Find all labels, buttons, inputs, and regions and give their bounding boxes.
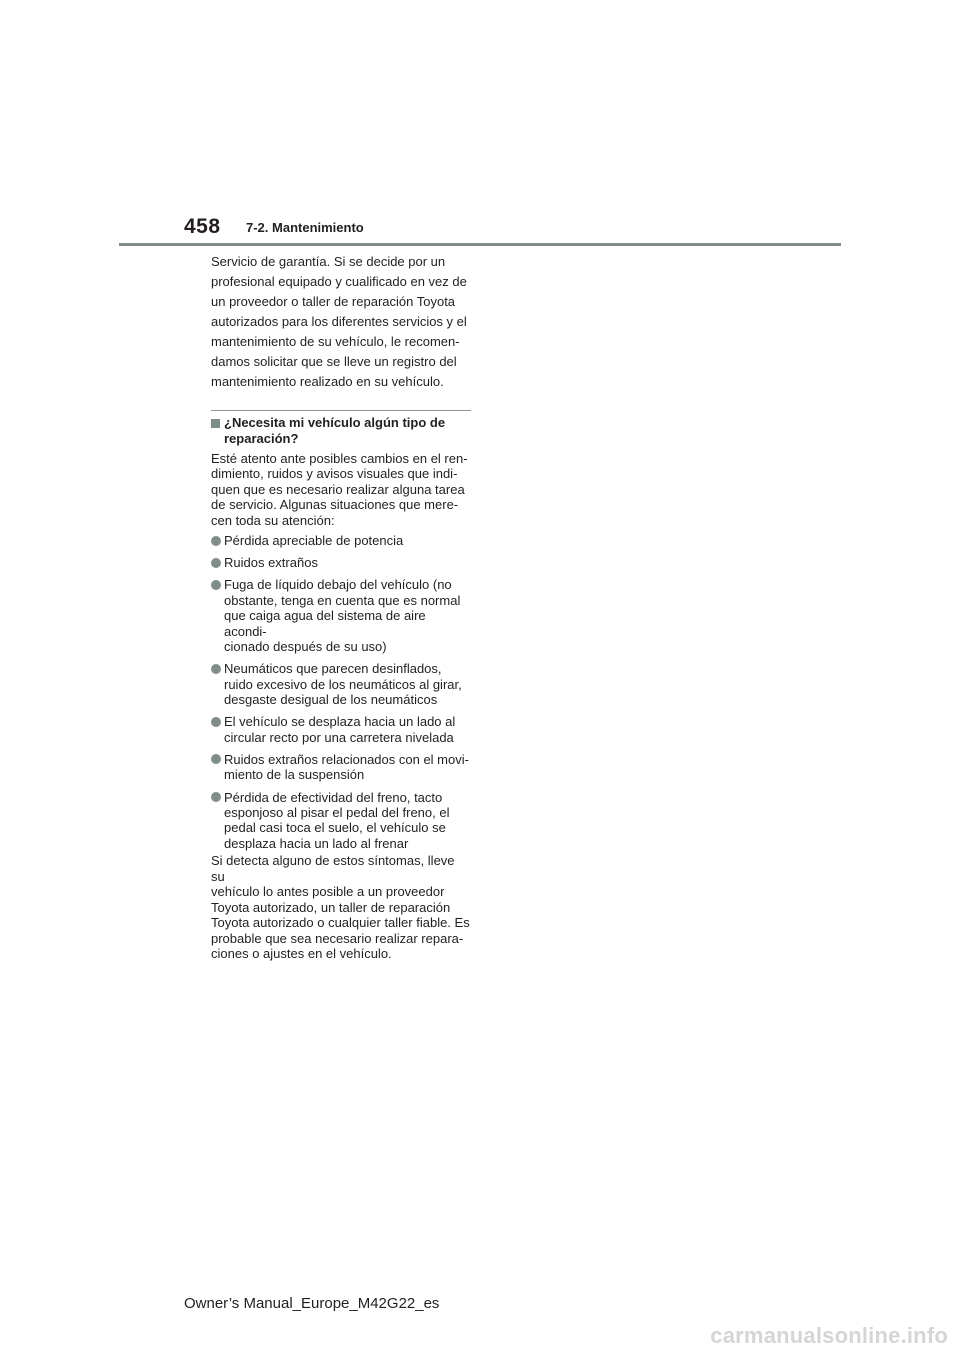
- closing-paragraph: Si detecta alguno de estos síntomas, lleve su vehículo lo antes posible a un proveedor Toyota autorizado, un taller de reparación Toyota autorizado o cualquier taller fiable. Es probable que sea necesario realizar repara- ciones o ajustes en el vehículo.: [211, 852, 470, 962]
- intro-line: mantenimiento realizado en su vehículo.: [211, 374, 444, 389]
- circle-bullet-icon: [211, 792, 221, 802]
- circle-bullet-icon: [211, 558, 221, 568]
- square-bullet-icon: [211, 419, 220, 428]
- list-item-text: Fuga de líquido debajo del vehículo (no obstante, tenga en cuenta que es normal que caiga agua del sistema de aire acondi- cionado después de su uso): [224, 577, 461, 655]
- list-item-text: Neumáticos que parecen desinflados, ruido excesivo de los neumáticos al girar, desgaste desigual de los neumáticos: [224, 661, 462, 708]
- page-number: 458: [184, 215, 221, 238]
- repair-section: [211, 410, 471, 962]
- intro-line: profesional equipado y cualificado en vez de: [211, 274, 467, 289]
- list-item: [211, 555, 471, 570]
- circle-bullet-icon: [211, 536, 221, 546]
- section-paragraph: Esté atento ante posibles cambios en el ren- dimiento, ruidos y avisos visuales que indi- quen que es necesario realizar alguna tarea de servicio. Algunas situaciones que mere- cen toda su atención:: [211, 451, 468, 528]
- intro-line: un proveedor o taller de reparación Toyota: [211, 294, 456, 309]
- circle-bullet-icon: [211, 580, 221, 590]
- list-item-text: Pérdida de efectividad del freno, tacto esponjoso al pisar el pedal del freno, el pedal casi toca el suelo, el vehículo se desplaza hacia un lado al frenar: [224, 789, 450, 851]
- list-item-text: Ruidos extraños: [224, 555, 318, 571]
- list-item: [211, 790, 471, 852]
- list-item-text: Ruidos extraños relacionados con el movi- miento de la suspensión: [224, 751, 469, 783]
- section-heading-text: ¿Necesita mi vehículo algún tipo de reparación?: [224, 415, 446, 446]
- page-content: [211, 252, 471, 962]
- intro-line: Servicio de garantía. Si se decide por un: [211, 254, 446, 269]
- list-item-text: Pérdida apreciable de potencia: [224, 533, 404, 549]
- circle-bullet-icon: [211, 754, 221, 764]
- symptom-list: [211, 533, 471, 851]
- section-heading: [211, 415, 471, 447]
- list-item: [211, 752, 471, 783]
- list-item: [211, 661, 471, 707]
- list-item-text: El vehículo se desplaza hacia un lado al circular recto por una carretera nivelada: [224, 714, 456, 745]
- circle-bullet-icon: [211, 664, 221, 674]
- intro-paragraph: [211, 252, 471, 392]
- circle-bullet-icon: [211, 717, 221, 727]
- section-title: 7-2. Mantenimiento: [246, 220, 364, 235]
- list-item: [211, 533, 471, 548]
- watermark-text: carmanualsonline.info: [710, 1323, 948, 1348]
- intro-line: damos solicitar que se lleve un registro del: [211, 354, 457, 369]
- list-item: [211, 577, 471, 654]
- footer-manual-id: Owner’s Manual_Europe_M42G22_es: [184, 1295, 440, 1312]
- list-item: [211, 714, 471, 745]
- header-divider: [119, 243, 841, 246]
- intro-line: autorizados para los diferentes servicios y el: [211, 314, 467, 329]
- intro-line: mantenimiento de su vehículo, le recomen-: [211, 334, 460, 349]
